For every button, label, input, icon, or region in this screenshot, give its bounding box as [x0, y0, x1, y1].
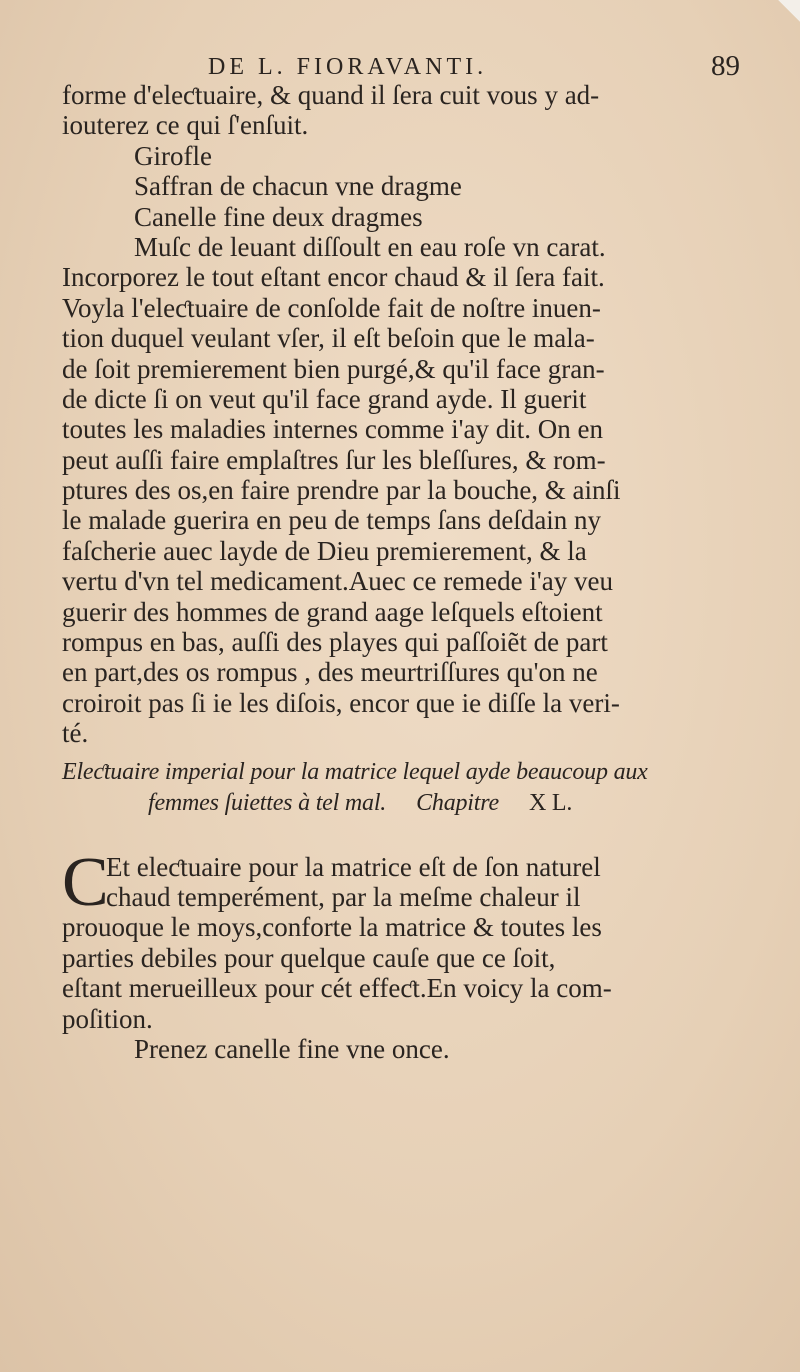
text-line: toutes les maladies internes comme i'ay dit. On en: [62, 414, 603, 445]
text-line: Incorporez le tout eſtant encor chaud & il ſera fait.: [62, 262, 605, 293]
ingredient-line: Muſc de leuant diſſoult en eau roſe vn carat.: [134, 231, 606, 262]
text-line: tion duquel veulant vſer, il eſt beſoin que le mala-: [62, 323, 595, 354]
ingredient-line: Saffran de chacun vne dragme: [134, 171, 462, 202]
text-line: faſcherie auec layde de Dieu premierement, & la: [62, 535, 587, 566]
text-line: parties debiles pour quelque cauſe que ce ſoit,: [62, 942, 556, 973]
heading-line: Eleƈtuaire imperial pour la matrice lequel ayde beaucoup aux: [62, 758, 648, 785]
heading-line: [62, 788, 752, 819]
text-line: vertu d'vn tel medicament.Auec ce remede i'ay veu: [62, 566, 613, 597]
page-number: 89: [711, 50, 740, 82]
text-line: Et eleƈtuaire pour la matrice eſt de ſon naturel: [106, 851, 601, 882]
body-text: [62, 80, 752, 1064]
ingredient-line: Canelle fine deux dragmes: [134, 201, 423, 232]
text-line: croiroit pas ſi ie les diſois, encor que ie diſſe la veri-: [62, 687, 620, 718]
chapter-word: Chapitre: [416, 789, 499, 816]
ingredient-line: Girofle: [134, 140, 212, 171]
text-line: de dicte ſi on veut qu'il face grand ayde. Il guerit: [62, 383, 587, 414]
text-line: poſition.: [62, 1003, 153, 1034]
text-line: chaud temperément, par la meſme chaleur il: [106, 881, 581, 912]
text-line: forme d'eleƈtuaire, & quand il ſera cuit vous y ad-: [62, 80, 600, 110]
chapter-body: [62, 843, 752, 1065]
text-line: iouterez ce qui ſ'enſuit.: [62, 110, 309, 141]
text-line: peut auſſi faire emplaſtres ſur les bleſſures, & rom-: [62, 444, 606, 475]
chapter-number: X L.: [528, 789, 573, 816]
text-line: rompus en bas, auſſi des playes qui paſſoiẽt de part: [62, 627, 608, 658]
text-line: ptures des os,en faire prendre par la bouche, & ainſi: [62, 475, 621, 506]
drop-cap-paragraph: [62, 843, 752, 921]
drop-cap: C: [62, 843, 109, 921]
section-heading: [62, 757, 752, 819]
text-line: en part,des os rompus , des meurtriſſures qu'on ne: [62, 657, 598, 688]
text-line: té.: [62, 718, 89, 749]
text-line: eſtant merueilleux pour cét effeƈt.En voicy la com-: [62, 973, 612, 1004]
text-line: Voyla l'eleƈtuaire de conſolde fait de noſtre inuen-: [62, 292, 601, 323]
ingredient-line: Prenez canelle fine vne once.: [134, 1033, 450, 1064]
page-corner-tab: [776, 0, 800, 24]
running-title: DE L. FIORAVANTI.: [208, 54, 488, 80]
text-line: de ſoit premierement bien purgé,& qu'il face gran-: [62, 353, 605, 384]
text-line: le malade guerira en peu de temps ſans deſdain ny: [62, 505, 602, 536]
text-line: guerir des hommes de grand aage leſquels eſtoient: [62, 596, 603, 627]
text-line: prouoque le moys,conforte la matrice & toutes les: [62, 912, 602, 943]
heading-line-text: femmes ſuiettes à tel mal.: [148, 789, 387, 816]
